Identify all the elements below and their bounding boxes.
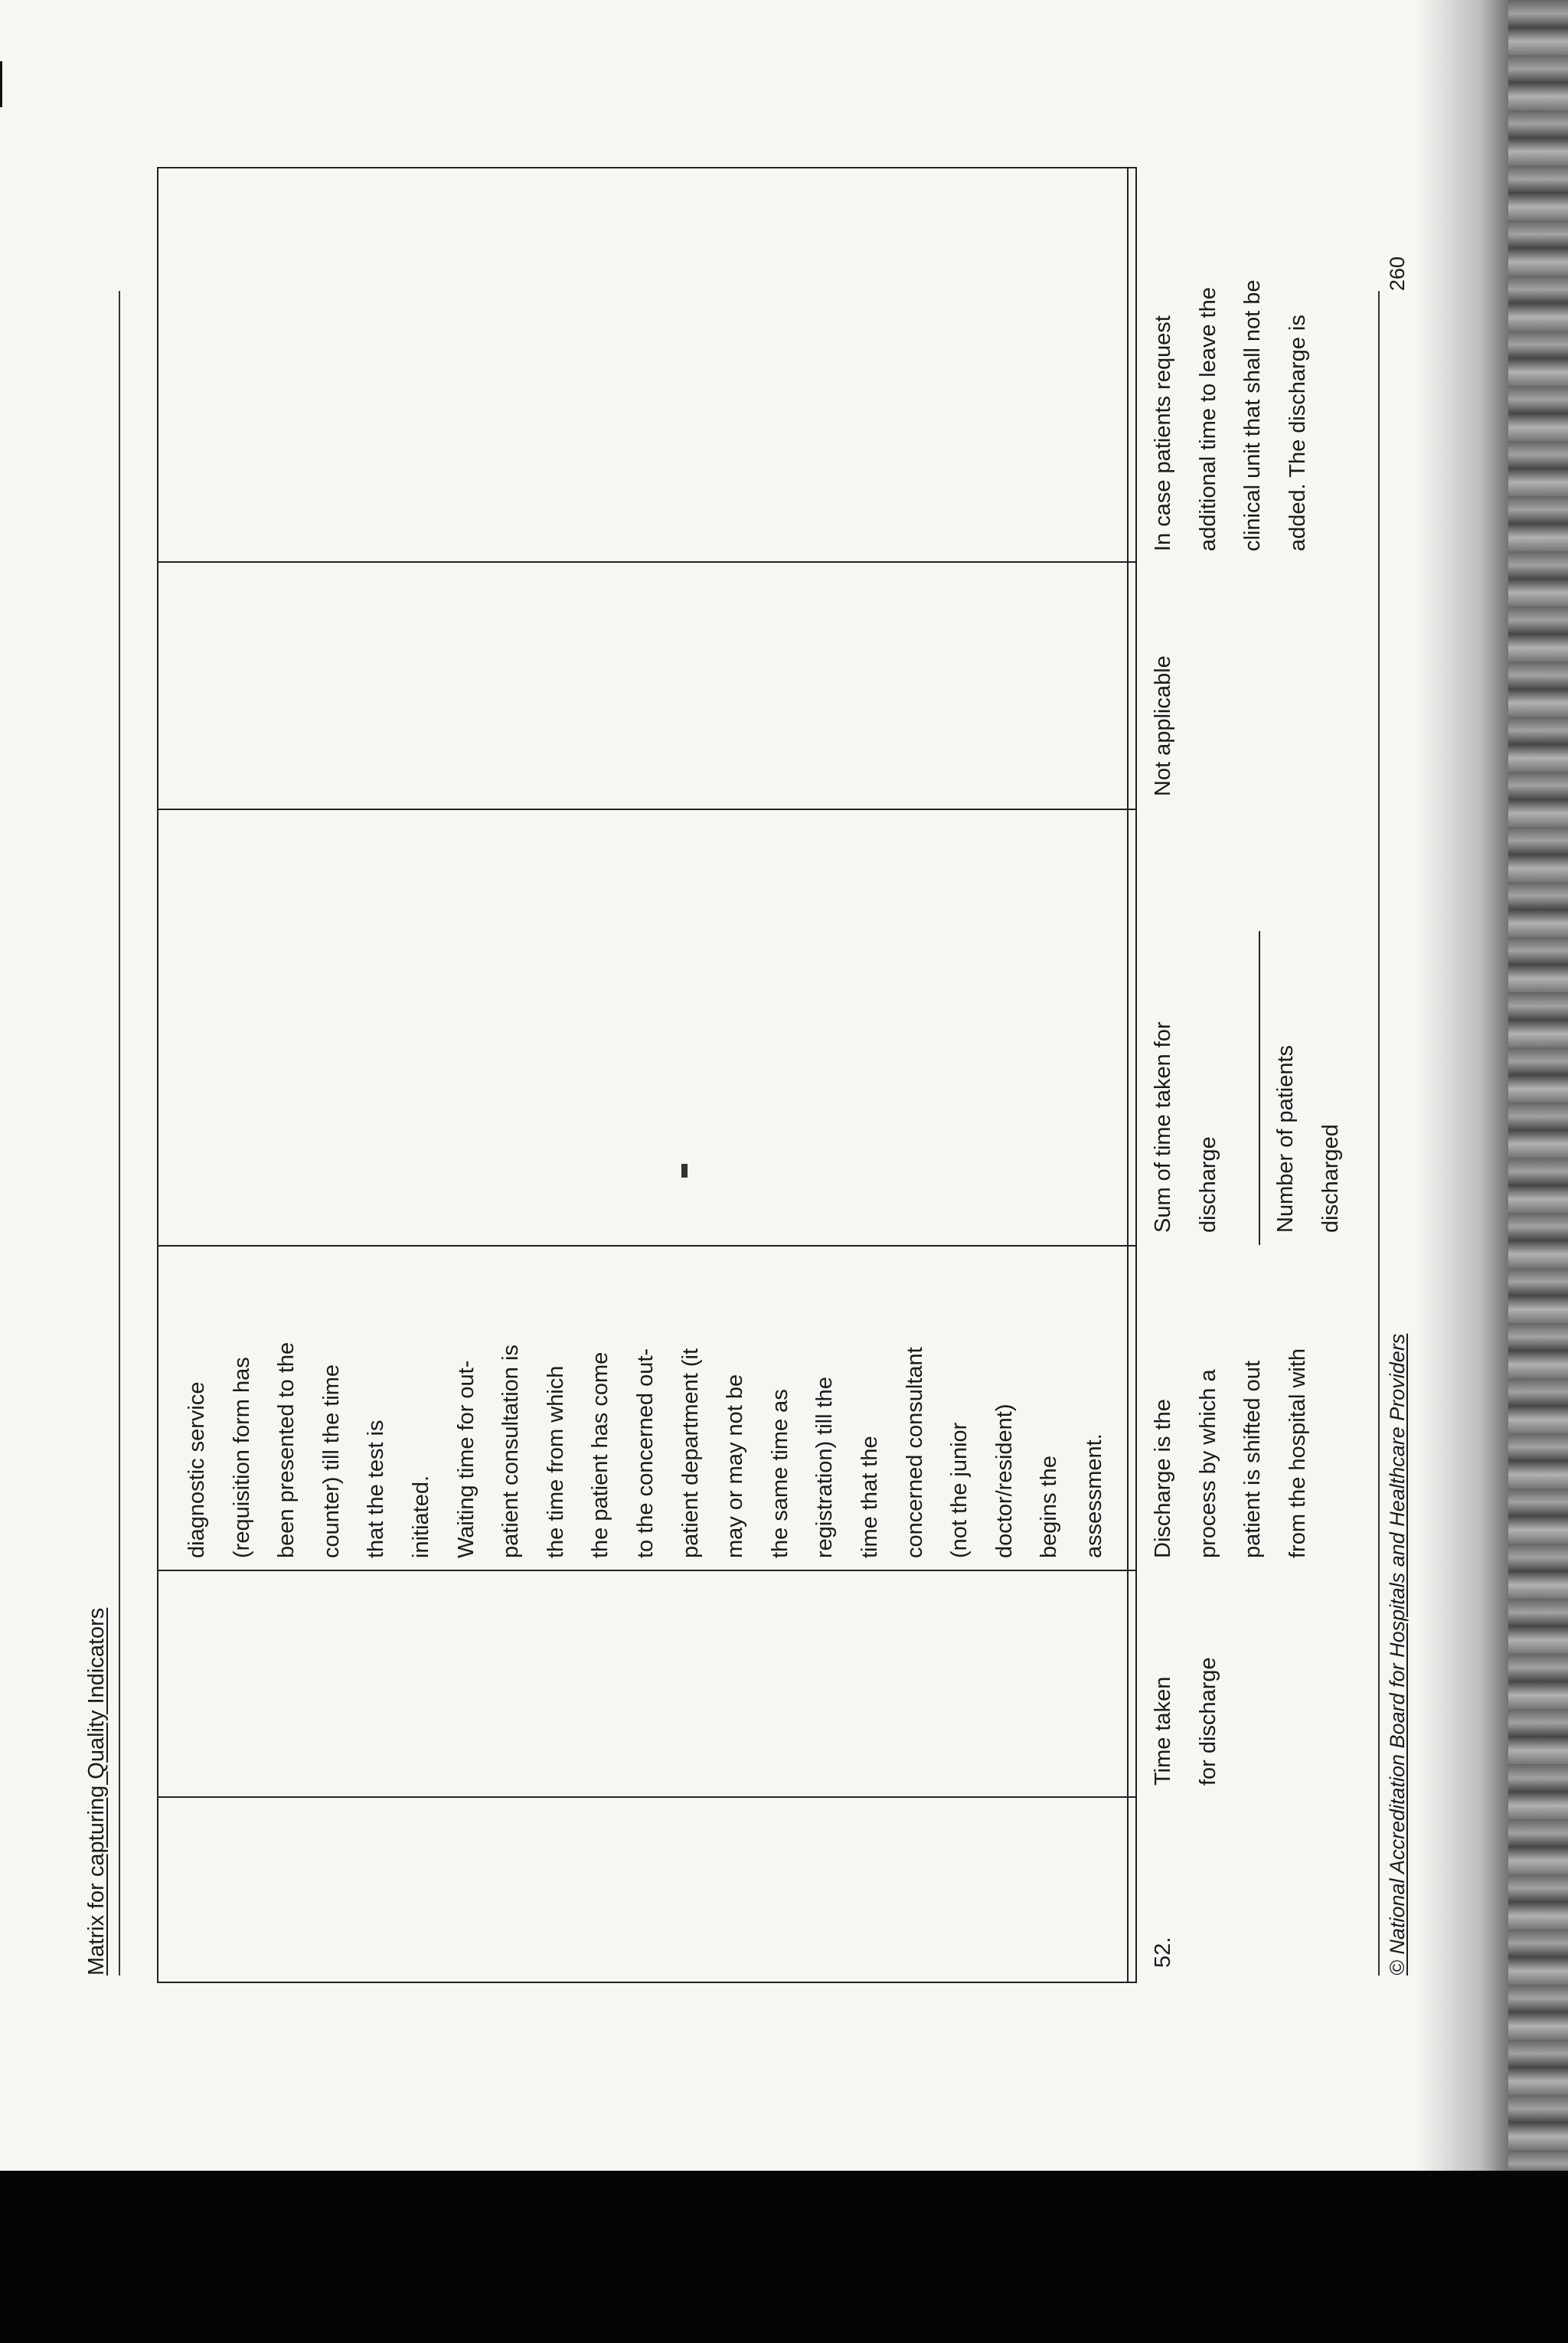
definition-line: doctor/resident) — [991, 1404, 1017, 1558]
row-52-numerator — [1141, 1021, 1230, 1233]
definition-line: process by which a — [1195, 1369, 1220, 1558]
scan-black-bar — [0, 2171, 1568, 2343]
row-52-remarks — [1141, 279, 1320, 551]
scan-speck — [681, 1164, 688, 1178]
table-bottom-border — [1135, 167, 1137, 1983]
remarks-line: additional time to leave the — [1195, 287, 1220, 551]
page-number: 260 — [1386, 256, 1409, 291]
definition-line: time that the — [857, 1436, 882, 1558]
definition-line: (requisition form has — [229, 1357, 254, 1558]
scan-edge-mark — [0, 61, 2, 107]
row-separator — [1127, 167, 1129, 1983]
page-heading: Matrix for capturing Quality Indicators — [84, 1607, 109, 1975]
definition-line: counter) till the time — [318, 1364, 344, 1558]
definition-line: been presented to the — [274, 1341, 299, 1558]
definition-line: diagnostic service — [185, 1381, 209, 1558]
definition-line: Waiting time for out- — [453, 1360, 479, 1558]
indicator-line: Time taken — [1151, 1676, 1175, 1786]
definition-line: begins the — [1037, 1456, 1062, 1558]
denominator-line: discharged — [1318, 1124, 1343, 1233]
table-top-border — [157, 167, 158, 1983]
binding-shadow — [1416, 0, 1508, 2343]
remarks-line: In case patients request — [1151, 315, 1175, 551]
definition-line: Discharge is the — [1151, 1399, 1175, 1558]
definition-line: concerned consultant — [902, 1347, 927, 1558]
numerator-line: Sum of time taken for — [1151, 1021, 1175, 1233]
definition-line: to the concerned out- — [632, 1348, 658, 1558]
definition-line: that the test is — [364, 1420, 389, 1558]
numerator-line: discharge — [1195, 1136, 1220, 1233]
table-right-border — [157, 167, 1137, 168]
row-52-denominator — [1263, 1045, 1353, 1233]
definition-line: from the hospital with — [1285, 1348, 1310, 1558]
denominator-line: Number of patients — [1273, 1044, 1298, 1233]
definition-line: patient consultation is — [498, 1345, 524, 1558]
col-sep-1 — [157, 1982, 1137, 1983]
page-footer: © National Accreditation Board for Hospitals and Healthcare Providers — [1386, 1333, 1409, 1975]
definition-line: the same time as — [767, 1389, 792, 1558]
row-52-number: 52. — [1151, 1936, 1175, 1968]
definition-line: the time from which — [543, 1365, 568, 1558]
row-52-definition — [1141, 1348, 1320, 1558]
definition-line: assessment. — [1081, 1433, 1106, 1558]
definition-line: may or may not be — [723, 1374, 748, 1558]
fraction-divider — [1259, 931, 1260, 1245]
footer-rule — [1378, 291, 1380, 1975]
definition-line: (not the junior — [947, 1422, 972, 1558]
spiral-binding — [1508, 0, 1568, 2343]
definition-line: patient department (it — [678, 1348, 703, 1558]
indicator-line: for discharge — [1195, 1657, 1220, 1786]
definition-line: the patient has come — [588, 1351, 613, 1558]
row-52-benchmark: Not applicable — [1151, 655, 1175, 796]
row-52-indicator — [1141, 1657, 1230, 1786]
remarks-line: clinical unit that shall not be — [1240, 279, 1266, 551]
col-sep-4 — [157, 1245, 1137, 1247]
col-sep-2 — [157, 1796, 1137, 1798]
definition-line: patient is shifted out — [1240, 1361, 1266, 1558]
col-sep-5 — [157, 809, 1137, 810]
col-sep-6 — [157, 561, 1137, 563]
remarks-line: added. The discharge is — [1285, 314, 1310, 551]
col-sep-3 — [157, 1570, 1137, 1571]
definition-line: initiated. — [408, 1475, 433, 1558]
continued-definition — [175, 1342, 1116, 1558]
definition-line: registration) till the — [812, 1377, 838, 1558]
